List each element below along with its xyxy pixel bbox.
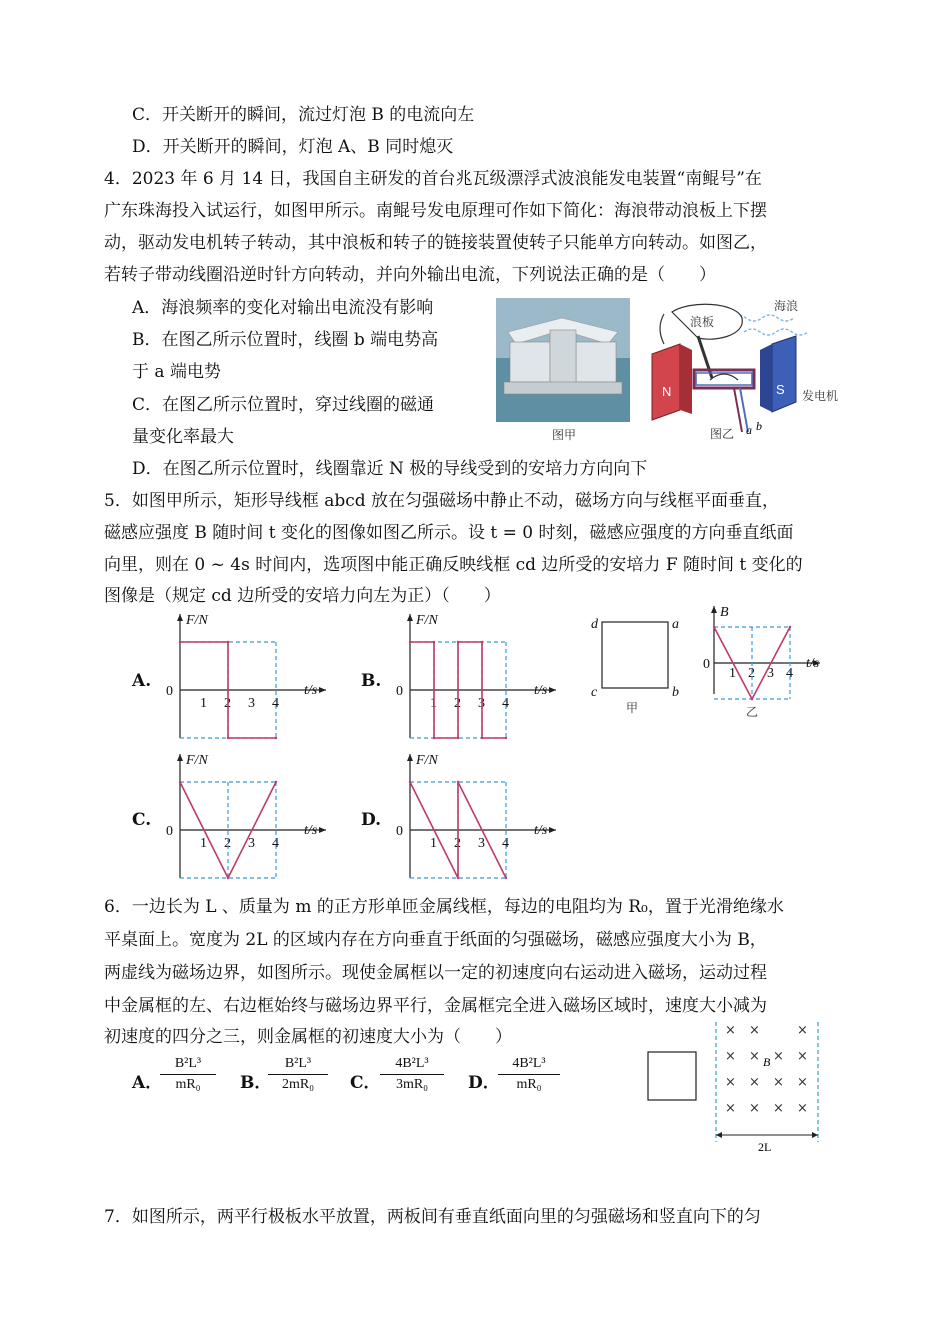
- label-generator: 发电机: [802, 389, 839, 403]
- q5-stem-line4: 图像是（规定 cd 边所受的安培力向左为正）（ ）: [104, 586, 501, 606]
- origin-label: 0: [703, 657, 710, 672]
- magnet-s: [772, 336, 796, 412]
- coil-inner: [696, 373, 752, 385]
- x-axis-arrow: [549, 827, 556, 833]
- x-tick-label-2: 2: [224, 836, 231, 851]
- field-cross-icon: ×: [749, 1075, 760, 1090]
- option-a-label: A.: [132, 671, 152, 691]
- corner-c: c: [591, 685, 598, 700]
- width-label: 2L: [758, 1140, 772, 1154]
- data-point: [457, 877, 459, 879]
- x-axis-label: t/s: [806, 656, 820, 671]
- x-tick-label-2: 2: [454, 696, 461, 711]
- x-tick-label-3: 3: [767, 666, 774, 681]
- y-axis-arrow: [407, 754, 413, 761]
- data-point: [227, 641, 229, 643]
- x-tick-label-4: 4: [502, 836, 509, 851]
- q3-option-c: C．开关断开的瞬间，流过灯泡 B 的电流向左: [132, 105, 475, 125]
- q6-option-d-fraction: [498, 1056, 560, 1093]
- q4-option-d: D．在图乙所示位置时，线圈靠近 N 极的导线受到的安培力方向向下: [132, 459, 648, 479]
- x-axis-arrow: [319, 687, 326, 693]
- q6-stem-line5: 初速度的四分之三，则金属框的初速度大小为（ ）: [104, 1027, 512, 1047]
- frame-abcd: [602, 622, 668, 688]
- chart-option-d: [380, 748, 590, 888]
- q3-option-d: D．开关断开的瞬间，灯泡 A、B 同时熄灭: [132, 137, 454, 157]
- q6-option-b-label: B．: [240, 1073, 272, 1093]
- q6-option-d-numerator: 4B²L³: [498, 1056, 560, 1075]
- x-axis-arrow: [319, 827, 326, 833]
- q6-stem-line2: 平桌面上。宽度为 2L 的区域内存在方向垂直于纸面的匀强磁场，磁感应强度大小为 B，: [104, 930, 767, 950]
- q4-stem-line1: 4．2023 年 6 月 14 日，我国自主研发的首台兆瓦级漂浮式波浪能发电装置“南鲲号”在: [104, 169, 762, 189]
- data-point: [481, 737, 483, 739]
- field-cross-icon: ×: [797, 1075, 808, 1090]
- q6-option-b-numerator: B²L³: [268, 1056, 328, 1075]
- option-b-label: B.: [361, 671, 382, 691]
- field-cross-icon: ×: [725, 1049, 736, 1064]
- x-tick-label-1: 1: [430, 696, 437, 711]
- data-point: [275, 781, 277, 783]
- label-board: 浪板: [690, 315, 715, 329]
- data-point: [433, 641, 435, 643]
- data-point: [789, 626, 791, 628]
- y-axis-label: F/N: [416, 753, 438, 768]
- chart-option-a: [150, 608, 360, 748]
- chart-option-c: [150, 748, 360, 888]
- field-cross-icon: ×: [773, 1075, 784, 1090]
- data-point: [179, 641, 181, 643]
- option-c-label: C.: [132, 810, 152, 830]
- field-crosses: [725, 1023, 808, 1116]
- field-cross-icon: ×: [725, 1101, 736, 1116]
- data-point: [505, 877, 507, 879]
- field-cross-icon: ×: [725, 1075, 736, 1090]
- x-tick-label-1: 1: [200, 836, 207, 851]
- y-axis-label: F/N: [416, 613, 438, 628]
- square-frame: [648, 1052, 696, 1100]
- platform-body-left: [510, 342, 550, 382]
- x-tick-label-4: 4: [272, 836, 279, 851]
- x-axis-label: t/s: [304, 683, 318, 698]
- chart-option-b: [380, 608, 590, 748]
- q4-stem-line3: 动，驱动发电机转子转动，其中浪板和转子的链接装置使转子只能单方向转动。如图乙，: [104, 233, 767, 253]
- label-wave: 海浪: [774, 299, 799, 313]
- x-tick-label-1: 1: [430, 836, 437, 851]
- swing-arrow-icon: [660, 314, 664, 344]
- q6-option-c-label: C．: [350, 1073, 381, 1093]
- y-axis-label: F/N: [186, 613, 208, 628]
- data-point: [505, 737, 507, 739]
- data-point: [751, 698, 753, 700]
- caption-yi: 图乙: [710, 427, 735, 441]
- data-point: [179, 781, 181, 783]
- q4-option-a: A．海浪频率的变化对输出电流没有影响: [132, 298, 434, 318]
- q6-option-b-fraction: [268, 1056, 328, 1093]
- origin-label: 0: [166, 824, 173, 839]
- x-tick-label-4: 4: [502, 696, 509, 711]
- q6-option-d-denominator: mR₀: [516, 1077, 542, 1092]
- q6-option-c-numerator: 4B²L³: [380, 1056, 444, 1075]
- option-d-label: D.: [361, 810, 382, 830]
- data-point: [713, 626, 715, 628]
- origin-label: 0: [396, 824, 403, 839]
- x-tick-label-3: 3: [248, 836, 255, 851]
- chart-b-t: [700, 598, 850, 720]
- field-cross-icon: ×: [773, 1049, 784, 1064]
- caption-frame-jia: 甲: [626, 701, 639, 715]
- label-b: b: [756, 419, 762, 433]
- y-axis-label: B: [720, 605, 729, 620]
- label-s: S: [776, 382, 785, 397]
- origin-label: 0: [166, 684, 173, 699]
- field-cross-icon: ×: [749, 1101, 760, 1116]
- data-point: [409, 781, 411, 783]
- field-cross-icon: ×: [797, 1023, 808, 1038]
- corner-a: a: [672, 617, 679, 632]
- q4-figure-jia: [496, 298, 630, 444]
- field-cross-icon: ×: [749, 1049, 760, 1064]
- x-tick-label-3: 3: [478, 696, 485, 711]
- width-arrow-left-head: [716, 1132, 722, 1138]
- data-point: [457, 641, 459, 643]
- x-tick-label-1: 1: [729, 666, 736, 681]
- q6-option-a-numerator: B²L³: [160, 1056, 216, 1075]
- x-tick-label-3: 3: [478, 836, 485, 851]
- q6-option-a-denominator: mR₀: [175, 1077, 201, 1092]
- x-tick-label-2: 2: [454, 836, 461, 851]
- y-axis-arrow: [177, 754, 183, 761]
- data-point: [457, 781, 459, 783]
- corner-d: d: [591, 617, 598, 632]
- q4-option-c-line1: C．在图乙所示位置时，穿过线圈的磁通: [132, 395, 435, 415]
- q4-option-b-line2: 于 a 端电势: [132, 362, 221, 382]
- rotation-arrow-icon: [710, 374, 738, 380]
- x-axis-label: t/s: [534, 823, 548, 838]
- field-cross-icon: ×: [797, 1049, 808, 1064]
- label-a: a: [746, 423, 752, 437]
- data-point: [457, 737, 459, 739]
- q5-figure-frame: [586, 608, 696, 720]
- x-axis-label: t/s: [304, 823, 318, 838]
- data-point: [409, 641, 411, 643]
- data-point: [227, 877, 229, 879]
- q4-option-b-line1: B．在图乙所示位置时，线圈 b 端电势高: [132, 330, 439, 350]
- q7-stem-line1: 7．如图所示，两平行极板水平放置，两板间有垂直纸面向里的匀强磁场和竖直向下的匀: [104, 1207, 761, 1227]
- q4-figure-yi: [650, 292, 850, 444]
- q5-stem-line2: 磁感应强度 B 随时间 t 变化的图像如图乙所示。设 t = 0 时刻，磁感应强度的方向垂直纸面: [104, 523, 794, 543]
- x-axis-label: t/s: [534, 683, 548, 698]
- field-cross-icon: ×: [749, 1023, 760, 1038]
- caption-b-t: 乙: [746, 705, 759, 719]
- data-point: [481, 641, 483, 643]
- magnet-n-side: [680, 344, 692, 414]
- q6-stem-line4: 中金属框的左、右边框始终与磁场边界平行，金属框完全进入磁场区域时，速度大小减为: [104, 996, 767, 1016]
- q6-option-c-denominator: 3mR₀: [395, 1077, 429, 1092]
- x-tick-label-2: 2: [224, 696, 231, 711]
- q6-option-d-label: D．: [468, 1073, 500, 1093]
- q4-option-c-line2: 量变化率最大: [132, 427, 234, 447]
- x-tick-label-1: 1: [200, 696, 207, 711]
- x-tick-label-4: 4: [786, 666, 793, 681]
- y-axis-arrow: [407, 614, 413, 621]
- x-tick-label-4: 4: [272, 696, 279, 711]
- width-arrow-right-head: [812, 1132, 818, 1138]
- q5-stem-line3: 向里，则在 0 ~ 4s 时间内，选项图中能正确反映线框 cd 边所受的安培力 F 随时间 t 变化的: [104, 555, 803, 575]
- magnet-n: [652, 344, 680, 420]
- platform-base: [504, 382, 622, 394]
- origin-label: 0: [396, 684, 403, 699]
- corner-b: b: [672, 685, 679, 700]
- q4-stem-line2: 广东珠海投入试运行，如图甲所示。南鲲号发电原理可作如下简化：海浪带动浪板上下摆: [104, 201, 767, 221]
- platform-body-right: [576, 342, 616, 382]
- data-point: [433, 737, 435, 739]
- y-axis-arrow: [177, 614, 183, 621]
- q6-figure: [640, 1018, 840, 1154]
- data-point: [275, 737, 277, 739]
- field-cross-icon: ×: [725, 1023, 736, 1038]
- field-cross-icon: ×: [797, 1101, 808, 1116]
- q6-option-a-label: A．: [132, 1073, 163, 1093]
- x-tick-label-2: 2: [748, 666, 755, 681]
- x-tick-label-3: 3: [248, 696, 255, 711]
- q5-stem-line1: 5．如图甲所示，矩形导线框 abcd 放在匀强磁场中静止不动，磁场方向与线框平面垂直，: [104, 491, 780, 511]
- q6-stem-line3: 两虚线为磁场边界，如图所示。现使金属框以一定的初速度向右运动进入磁场，运动过程: [104, 963, 767, 983]
- q6-option-b-denominator: 2mR₀: [281, 1077, 315, 1092]
- magnet-s-side: [760, 344, 772, 412]
- q6-stem-line1: 6．一边长为 L 、质量为 m 的正方形单匝金属线框，每边的电阻均为 R₀，置于光滑绝缘水: [104, 897, 784, 917]
- y-axis-arrow: [711, 606, 717, 613]
- y-axis-label: F/N: [186, 753, 208, 768]
- q4-stem-line4: 若转子带动线圈沿逆时针方向转动，并向外输出电流，下列说法正确的是（ ）: [104, 265, 716, 285]
- q6-option-a-fraction: [160, 1056, 216, 1093]
- label-n: N: [662, 384, 672, 399]
- field-cross-icon: ×: [773, 1101, 784, 1116]
- caption-jia: 图甲: [552, 428, 577, 442]
- x-axis-arrow: [549, 687, 556, 693]
- q6-option-c-fraction: [380, 1056, 444, 1093]
- data-point: [227, 737, 229, 739]
- link-rod: [698, 336, 712, 378]
- field-b-label: B: [763, 1055, 771, 1069]
